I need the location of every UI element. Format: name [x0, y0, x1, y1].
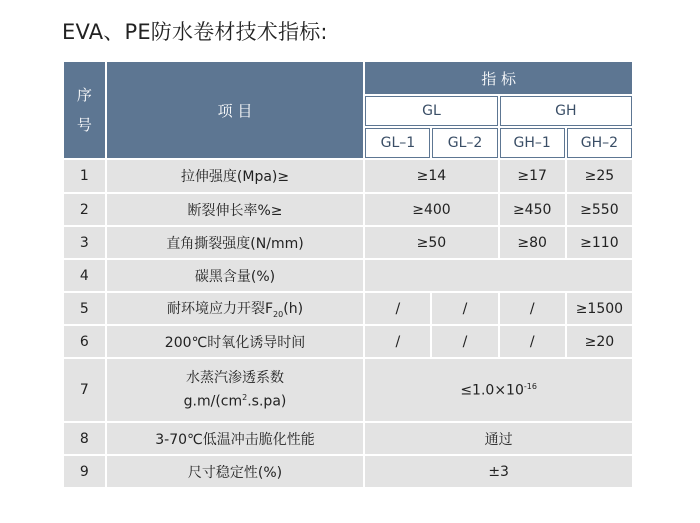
row-value-gl: ≥50 [365, 227, 497, 258]
row-item-superscript: 2 [242, 393, 248, 403]
row-item-unit-pre: g.m/(cm [183, 393, 243, 410]
row-value: ±3 [365, 456, 632, 487]
row-number: 9 [64, 456, 105, 487]
header-seq-label: 序号 [76, 86, 92, 134]
row-number: 2 [64, 194, 105, 225]
header-index: 指 标 [365, 62, 632, 94]
table-row [64, 194, 632, 225]
row-value-gl2: / [432, 293, 497, 324]
row-item: 拉伸强度(Mpa)≥ [107, 160, 364, 192]
row-value-gl: ≥400 [365, 194, 497, 225]
row-item [107, 293, 364, 324]
table-row [64, 326, 632, 357]
row-value-gl: ≥14 [365, 160, 497, 192]
row-value-exponent: -16 [523, 381, 537, 391]
row-item: 碳黑含量(%) [107, 260, 364, 291]
row-value-gh2: ≥1500 [567, 293, 632, 324]
header-gl-2: GL–2 [432, 128, 497, 158]
header-gl: GL [365, 96, 497, 126]
row-value [365, 359, 632, 421]
row-value-gl1: / [365, 293, 430, 324]
row-number: 3 [64, 227, 105, 258]
row-item-subscript: 20 [273, 309, 284, 319]
header-gh: GH [500, 96, 632, 126]
table-row [64, 160, 632, 192]
row-number: 6 [64, 326, 105, 357]
row-value-base: ≤1.0×10 [460, 382, 524, 399]
row-value-gh1: / [500, 293, 565, 324]
row-item-line1: 水蒸汽渗透系数 [186, 370, 284, 387]
row-number: 5 [64, 293, 105, 324]
row-value: 通过 [365, 423, 632, 454]
table-row [64, 423, 632, 454]
row-item-unit-post: .s.pa) [247, 393, 287, 410]
row-item: 直角撕裂强度(N/mm) [107, 227, 364, 258]
header-gh-2: GH–2 [567, 128, 632, 158]
row-item: 3-70℃低温冲击脆化性能 [107, 423, 364, 454]
header-seq [64, 62, 105, 158]
row-item [107, 359, 364, 421]
row-value-gh2: ≥550 [567, 194, 632, 225]
row-number: 4 [64, 260, 105, 291]
row-value-gh1: / [500, 326, 565, 357]
table-row [64, 260, 632, 291]
row-value-gh1: ≥450 [500, 194, 565, 225]
row-value-gl2: / [432, 326, 497, 357]
header-gl-1: GL–1 [365, 128, 430, 158]
row-value-gh2: ≥110 [567, 227, 632, 258]
row-value-gh1: ≥17 [500, 160, 565, 192]
page-title: EVA、PE防水卷材技术指标: [62, 20, 328, 44]
row-value-gh1: ≥80 [500, 227, 565, 258]
table-row [64, 293, 632, 324]
row-item: 尺寸稳定性(%) [107, 456, 364, 487]
header-gh-1: GH–1 [500, 128, 565, 158]
header-item: 项 目 [107, 62, 364, 158]
row-number: 8 [64, 423, 105, 454]
row-value-gh2: ≥25 [567, 160, 632, 192]
row-number: 7 [64, 359, 105, 421]
table-row [64, 456, 632, 487]
row-item-unit: (h) [283, 301, 304, 318]
header-row-1 [64, 62, 632, 94]
row-number: 1 [64, 160, 105, 192]
row-value-gh2: ≥20 [567, 326, 632, 357]
row-item-text: 耐环境应力开裂F [166, 301, 274, 318]
row-value [365, 260, 632, 291]
row-item-line2 [107, 388, 364, 412]
table-row [64, 359, 632, 421]
table-row [64, 227, 632, 258]
row-value-gl1: / [365, 326, 430, 357]
row-item: 断裂伸长率%≥ [107, 194, 364, 225]
row-item: 200℃时氧化诱导时间 [107, 326, 364, 357]
spec-table [62, 60, 634, 489]
